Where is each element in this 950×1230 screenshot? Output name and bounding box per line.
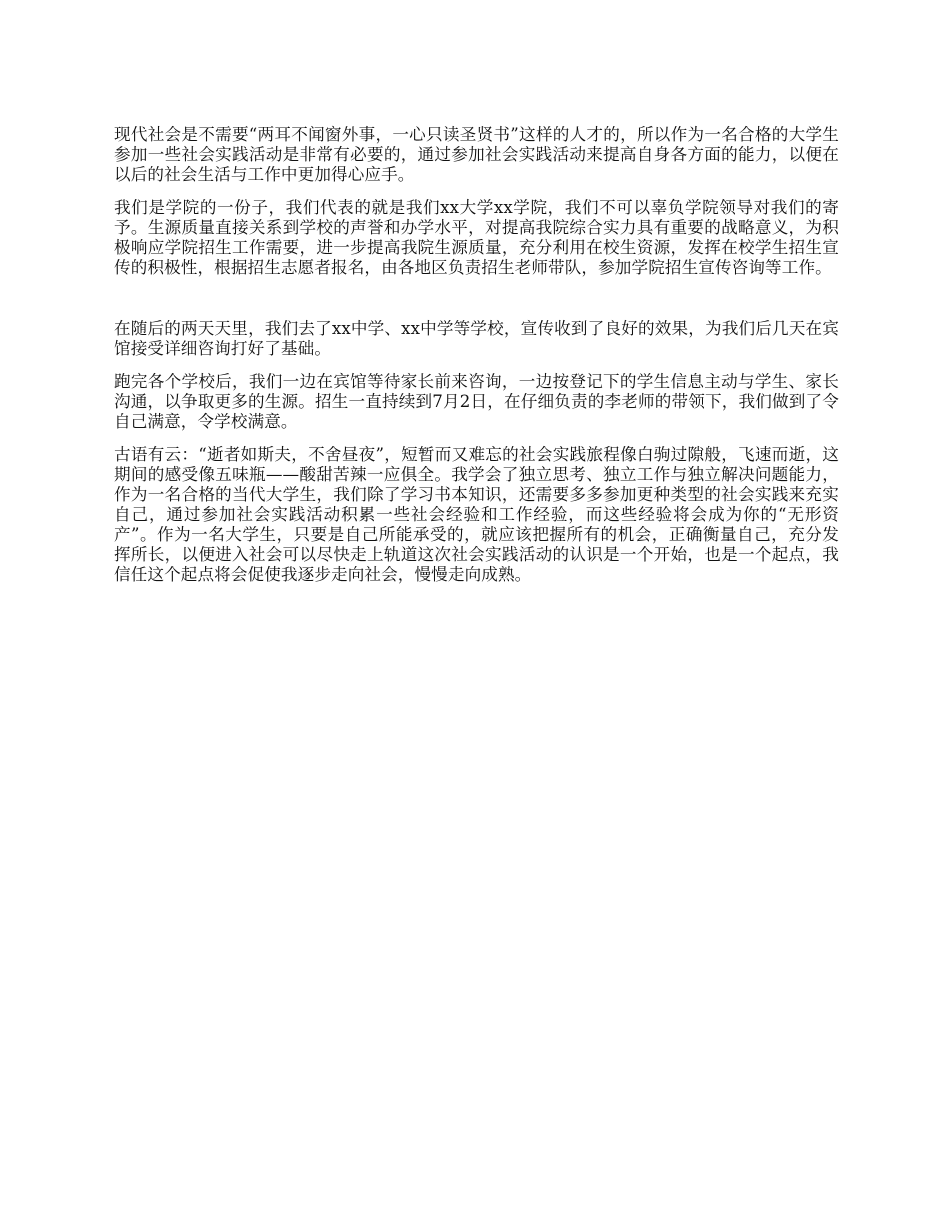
- paragraph-1: 现代社会是不需要“两耳不闻窗外事，一心只读圣贤书”这样的人才的，所以作为一名合格的大学生参加一些社会实践活动是非常有必要的，通过参加社会实践活动来提高自身各方面的能力，以便在以后的社会生活与工作中更加得心应手。: [114, 125, 839, 184]
- document-body: [114, 125, 839, 598]
- paragraph-2: 我们是学院的一份子，我们代表的就是我们xx大学xx学院，我们不可以辜负学院领导对我们的寄予。生源质量直接关系到学校的声誉和办学水平，对提高我院综合实力具有重要的战略意义，为积极响应学院招生工作需要，进一步提高我院生源质量，充分利用在校生资源，发挥在校学生招生宣传的积极性，根据招生志愿者报名，由各地区负责招生老师带队，参加学院招生宣传咨询等工作。: [114, 198, 839, 277]
- paragraph-3: 在随后的两天天里，我们去了xx中学、xx中学等学校，宣传收到了良好的效果，为我们后几天在宾馆接受详细咨询打好了基础。: [114, 319, 839, 358]
- paragraph-4: 跑完各个学校后，我们一边在宾馆等待家长前来咨询，一边按登记下的学生信息主动与学生、家长沟通，以争取更多的生源。招生一直持续到7月2日，在仔细负责的李老师的带领下，我们做到了令自己满意，令学校满意。: [114, 372, 839, 431]
- paragraph-5: 古语有云：“逝者如斯夫，不舍昼夜”，短暂而又难忘的社会实践旅程像白驹过隙般，飞速而逝，这期间的感受像五味瓶——酸甜苦辣一应俱全。我学会了独立思考、独立工作与独立解决问题能力，作为一名合格的当代大学生，我们除了学习书本知识，还需要多多参加更种类型的社会实践来充实自己，通过参加社会实践活动积累一些社会经验和工作经验，而这些经验将会成为你的“无形资产”。作为一名大学生，只要是自己所能承受的，就应该把握所有的机会，正确衡量自己，充分发挥所长，以便进入社会可以尽快走上轨道这次社会实践活动的认识是一个开始，也是一个起点，我信任这个起点将会促使我逐步走向社会，慢慢走向成熟。: [114, 445, 839, 584]
